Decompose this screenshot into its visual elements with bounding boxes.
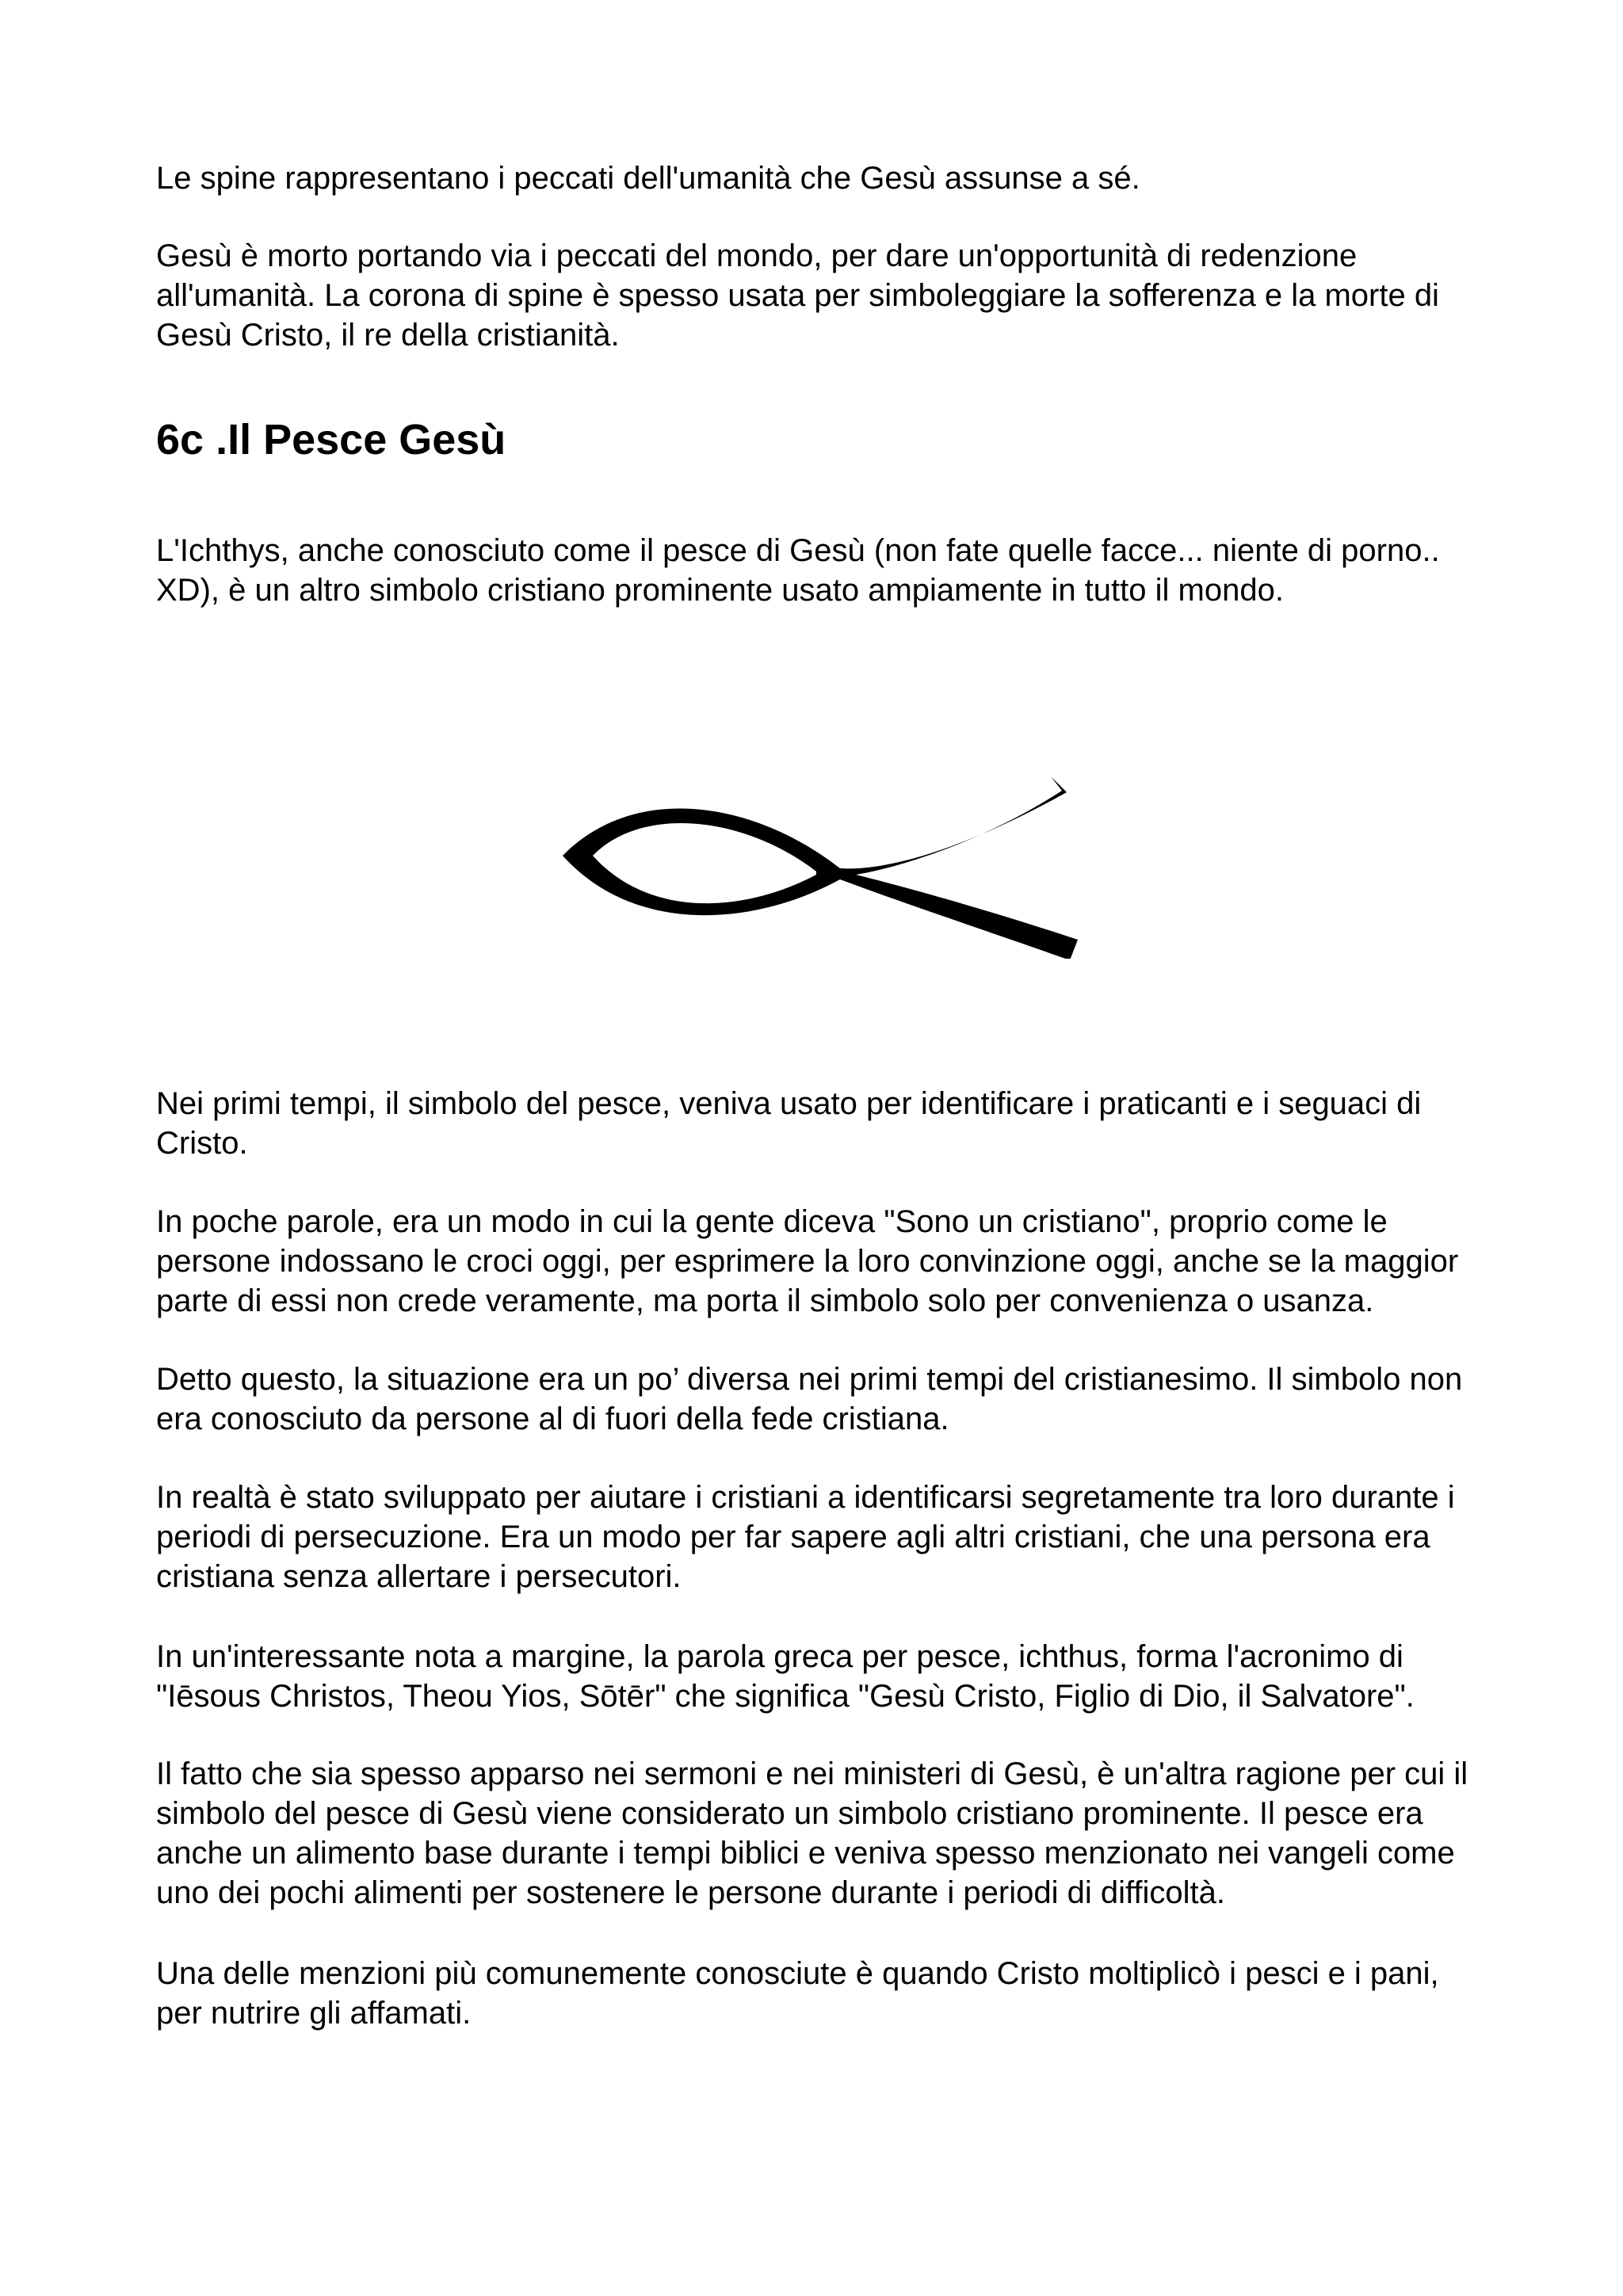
section-heading: 6c .Il Pesce Gesù <box>156 416 506 463</box>
paragraph-persecution: In realtà è stato sviluppato per aiutare i cristiani a identificarsi segretamente tra loro durante i periodi di persecuzione. Era un modo per far sapere agli altri cristiani, che una persona era cristiana senza allertare i persecutori. <box>156 1480 1455 1594</box>
paragraph-redemption: Gesù è morto portando via i peccati del mondo, per dare un'opportunità di redenzione all'umanità. La corona di spine è spesso usata per simboleggiare la sofferenza e la morte di Gesù Cristo, il re della cristianità. <box>156 238 1439 353</box>
paragraph-sermons: Il fatto che sia spesso apparso nei sermoni e nei ministeri di Gesù, è un'altra ragione per cui il simbolo del pesce di Gesù viene considerato un simbolo cristiano prominente. Il pesce era anche un alimento base durante i tempi biblici e veniva spesso menzionato nei vangeli come uno dei pochi alimenti per sostenere le persone durante i periodi di difficoltà. <box>156 1756 1468 1910</box>
paragraph-acronym: In un'interessante nota a margine, la parola greca per pesce, ichthus, forma l'acronimo di "Iēsous Christos, Theou Yios, Sōtēr" che significa "Gesù Cristo, Figlio di Dio, il Salvatore". <box>156 1639 1415 1714</box>
paragraph-i-am-christian: In poche parole, era un modo in cui la gente diceva "Sono un cristiano", proprio come le persone indossano le croci oggi, per esprimere la loro convinzione oggi, anche se la maggior parte di essi non crede veramente, ma porta il simbolo solo per convenienza o usanza. <box>156 1204 1459 1318</box>
paragraph-spine-meaning: Le spine rappresentano i peccati dell'umanità che Gesù assunse a sé. <box>156 161 1140 196</box>
ichthys-fish-icon <box>555 776 1078 959</box>
paragraph-early-times: Nei primi tempi, il simbolo del pesce, veniva usato per identificare i praticanti e i seguaci di Cristo. <box>156 1086 1422 1161</box>
paragraph-situation-different: Detto questo, la situazione era un po’ diversa nei primi tempi del cristianesimo. Il simbolo non era conosciuto da persone al di fuori della fede cristiana. <box>156 1362 1463 1436</box>
paragraph-ichthys-intro: L'Ichthys, anche conosciuto come il pesce di Gesù (non fate quelle facce... niente di porno.. XD), è un altro simbolo cristiano prominente usato ampiamente in tutto il mondo. <box>156 533 1440 608</box>
paragraph-loaves-fishes: Una delle menzioni più comunemente conosciute è quando Cristo moltiplicò i pesci e i pani, per nutrire gli affamati. <box>156 1956 1439 2031</box>
